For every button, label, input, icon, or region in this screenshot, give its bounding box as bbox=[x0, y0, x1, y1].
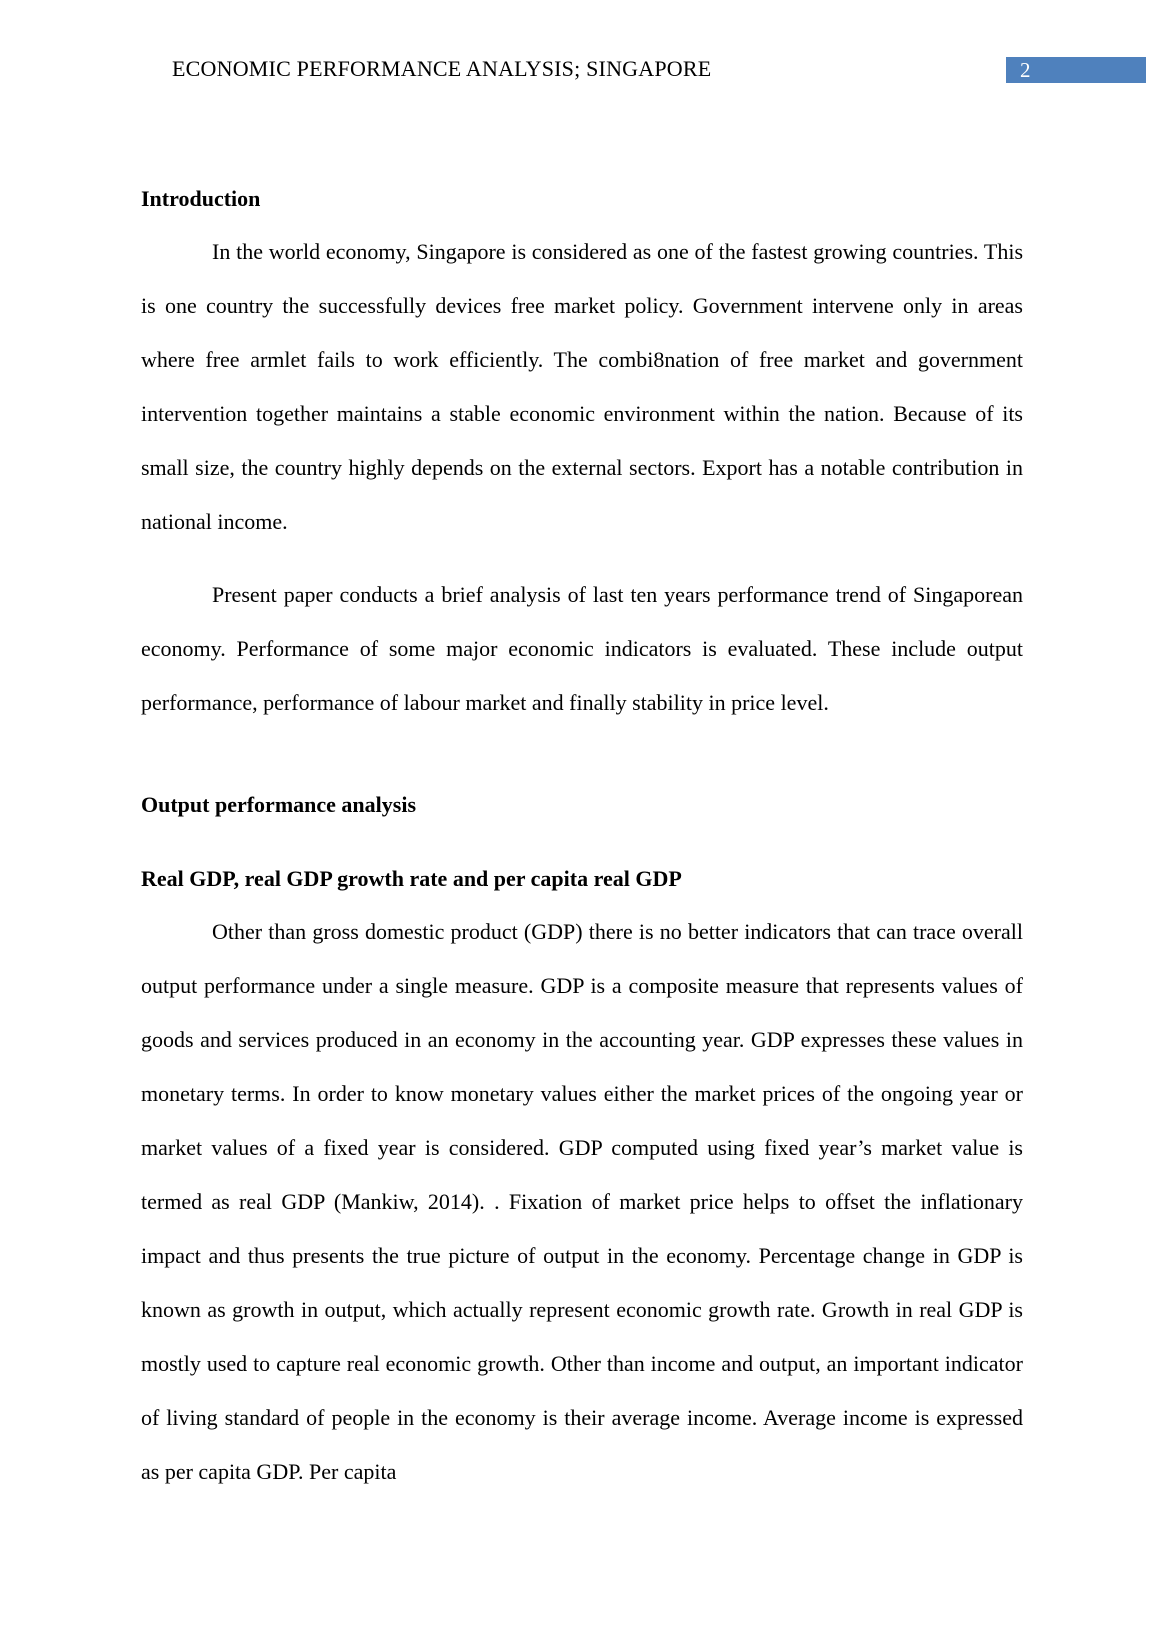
introduction-heading: Introduction bbox=[141, 186, 261, 211]
output-performance-heading: Output performance analysis bbox=[141, 792, 416, 817]
introduction-paragraph-2: Present paper conducts a brief analysis of last ten years performance trend of Singaporean economy. Performance of some major economic indicators is evaluated. These include output performance, performance of labour market and finally stability in price level. bbox=[141, 582, 1023, 715]
running-header-title: ECONOMIC PERFORMANCE ANALYSIS; SINGAPORE bbox=[172, 56, 712, 81]
page-number: 2 bbox=[1006, 57, 1146, 83]
introduction-paragraph-1: In the world economy, Singapore is considered as one of the fastest growing countries. This is one country the successfully devices free market policy. Government intervene only in areas where free armlet fails to work efficiently. The combi8nation of free market and government intervention together maintains a stable economic environment within the nation. Because of its small size, the country highly depends on the external sectors. Export has a notable contribution in national income. bbox=[141, 239, 1023, 534]
output-performance-paragraph: Other than gross domestic product (GDP) there is no better indicators that can trace overall output performance under a single measure. GDP is a composite measure that represents values of goods and services produced in an economy in the accounting year. GDP expresses these values in monetary terms. In order to know monetary values either the market prices of the ongoing year or market values of a fixed year is considered. GDP computed using fixed year’s market value is termed as real GDP (Mankiw, 2014). . Fixation of market price helps to offset the inflationary impact and thus presents the true picture of output in the economy. Percentage change in GDP is known as growth in output, which actually represent economic growth rate. Growth in real GDP is mostly used to capture real economic growth. Other than income and output, an important indicator of living standard of people in the economy is their average income. Average income is expressed as per capita GDP. Per capita bbox=[141, 919, 1023, 1484]
real-gdp-subheading: Real GDP, real GDP growth rate and per capita real GDP bbox=[141, 866, 682, 891]
